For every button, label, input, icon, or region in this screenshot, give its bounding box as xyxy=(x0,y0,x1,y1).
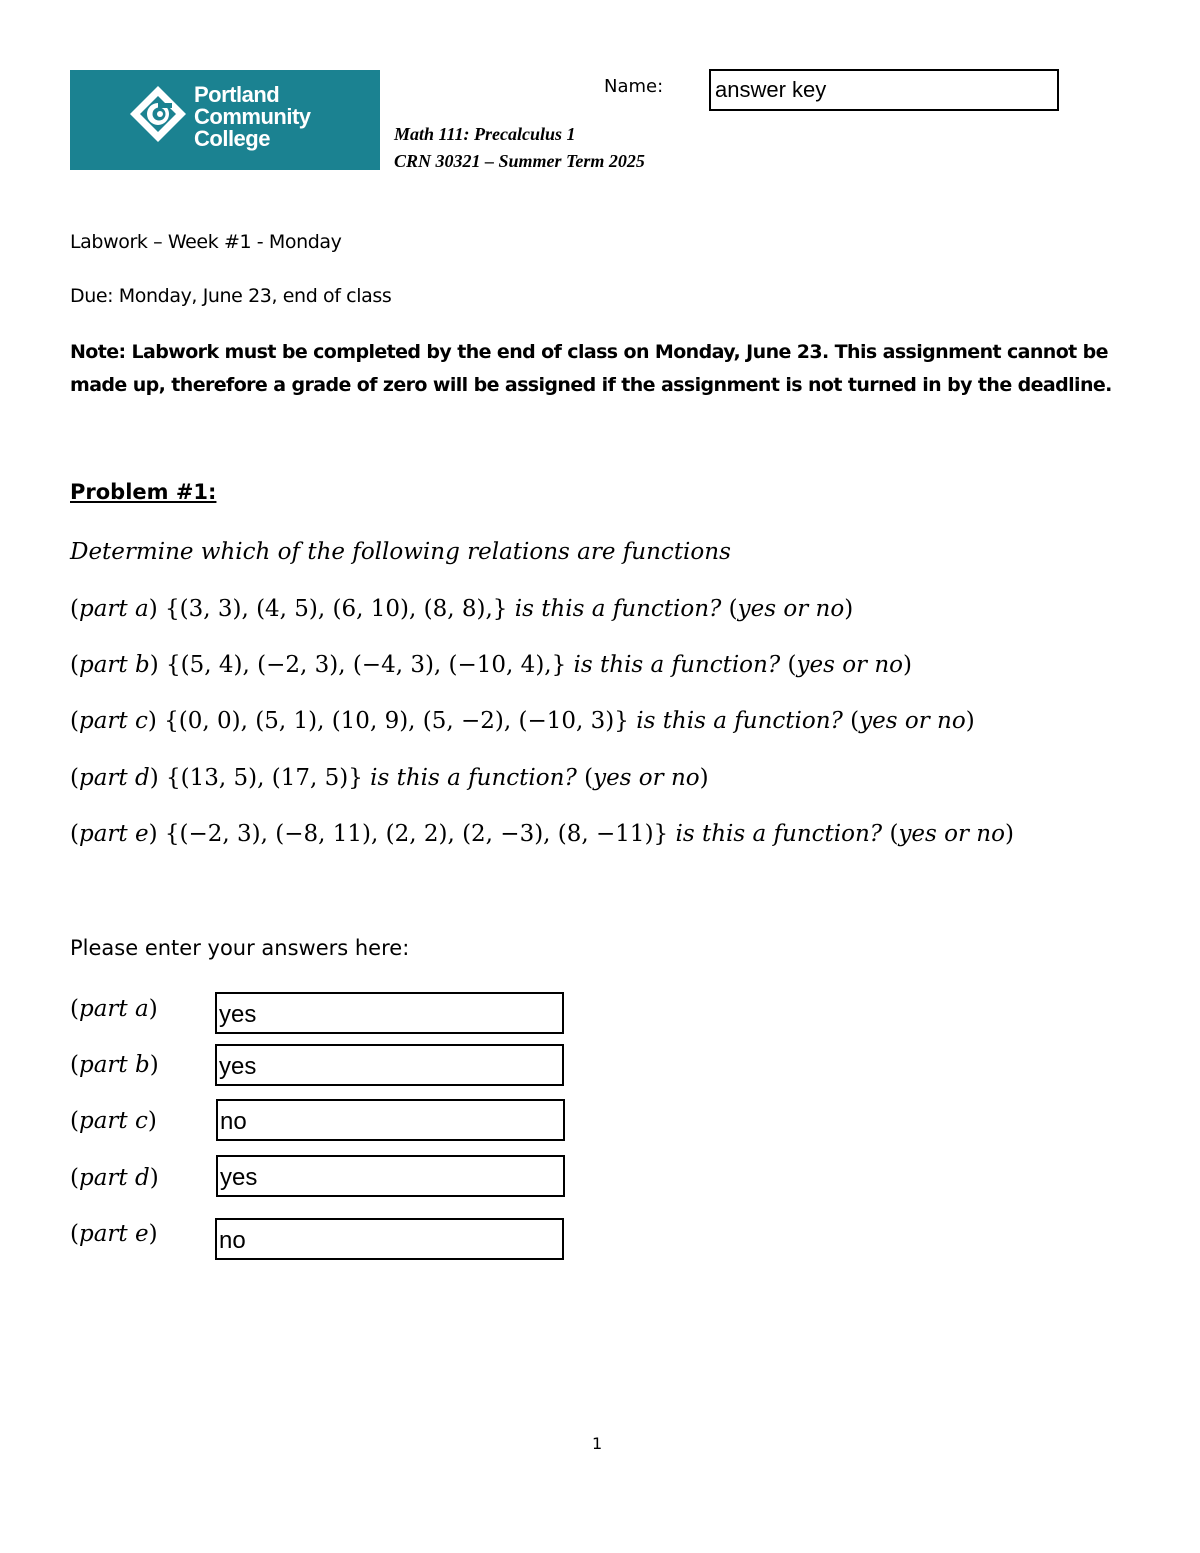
relation-set: {(3, 3), (4, 5), (6, 10), (8, 8),} xyxy=(164,596,508,622)
relation-question: is this a function? xyxy=(370,765,577,791)
relation-label: part c xyxy=(78,708,148,734)
problem-instruction xyxy=(70,539,731,565)
relation-choice: yes or no xyxy=(796,652,904,678)
answer-label-text: part d xyxy=(78,1165,150,1191)
answer-label-d: (part d) xyxy=(70,1165,159,1191)
relation-label: part b xyxy=(78,652,150,678)
answer-field-a[interactable]: yes xyxy=(215,992,564,1034)
answer-label-text: part a xyxy=(78,996,149,1022)
logo-text-line3: College xyxy=(194,126,270,151)
assignment-title: Labwork – Week #1 - Monday xyxy=(70,231,342,253)
relation-choice: yes or no xyxy=(593,765,700,791)
college-logo xyxy=(70,70,380,170)
relation-choice: yes or no xyxy=(898,821,1005,847)
relation-label: part e xyxy=(78,821,149,847)
logo-text-line2: Community xyxy=(194,104,311,129)
relation-part-a: (part a) {(3, 3), (4, 5), (6, 10), (8, 8),} is this a function? (yes or no) xyxy=(70,596,854,622)
relation-set: {(−2, 3), (−8, 11), (2, 2), (2, −3), (8, −11)} xyxy=(164,821,669,847)
relation-label: part d xyxy=(78,765,150,791)
answer-label-e: (part e) xyxy=(70,1221,158,1247)
answer-field-e[interactable]: no xyxy=(215,1218,564,1260)
relation-set: {(0, 0), (5, 1), (10, 9), (5, −2), (−10, 3)} xyxy=(164,708,629,734)
answer-field-b[interactable]: yes xyxy=(215,1044,564,1086)
relation-set: {(13, 5), (17, 5)} xyxy=(166,765,363,791)
relation-set: {(5, 4), (−2, 3), (−4, 3), (−10, 4),} xyxy=(166,652,567,678)
logo-text-line1: Portland xyxy=(194,82,280,107)
relation-part-c: (part c) {(0, 0), (5, 1), (10, 9), (5, −2), (−10, 3)} is this a function? (yes or no) xyxy=(70,708,975,734)
relation-choice: yes or no xyxy=(737,596,845,622)
answer-field-d[interactable]: yes xyxy=(216,1155,565,1197)
spiral-logo-icon xyxy=(128,84,188,144)
answer-field-c[interactable]: no xyxy=(216,1099,565,1141)
answer-label-c: (part c) xyxy=(70,1108,157,1134)
answer-label-text: part b xyxy=(78,1052,150,1078)
due-date: Due: Monday, June 23, end of class xyxy=(70,285,392,307)
relation-part-e: (part e) {(−2, 3), (−8, 11), (2, 2), (2, −3), (8, −11)} is this a function? (yes or no) xyxy=(70,821,1014,847)
page-number: 1 xyxy=(592,1434,603,1453)
name-field[interactable]: answer key xyxy=(709,69,1059,111)
answer-label-text: part e xyxy=(78,1221,149,1247)
answer-label-text: part c xyxy=(78,1108,148,1134)
relation-question: is this a function? xyxy=(514,596,722,622)
relation-label: part a xyxy=(78,596,149,622)
course-title: Math 111: Precalculus 1 xyxy=(394,124,576,144)
instruction-text: Determine which of the following relations are functions xyxy=(70,539,731,565)
answers-prompt: Please enter your answers here: xyxy=(70,936,410,960)
late-policy-note: Note: Labwork must be completed by the end of class on Monday, June 23. This assignment cannot be made up, therefore a grade of zero will be assigned if the assignment is not turned in by the deadline. xyxy=(70,341,1112,396)
relation-question: is this a function? xyxy=(675,821,883,847)
name-label: Name: xyxy=(604,76,664,97)
relation-part-b: (part b) {(5, 4), (−2, 3), (−4, 3), (−10, 4),} is this a function? (yes or no) xyxy=(70,652,913,678)
course-crn: CRN 30321 – Summer Term 2025 xyxy=(394,151,645,171)
relation-choice: yes or no xyxy=(859,708,966,734)
relation-question: is this a function? xyxy=(636,708,843,734)
answer-label-b: (part b) xyxy=(70,1052,159,1078)
relation-question: is this a function? xyxy=(573,652,781,678)
answer-label-a: (part a) xyxy=(70,996,158,1022)
relation-part-d: (part d) {(13, 5), (17, 5)} is this a function? (yes or no) xyxy=(70,765,709,791)
problem-heading: Problem #1: xyxy=(70,480,217,504)
